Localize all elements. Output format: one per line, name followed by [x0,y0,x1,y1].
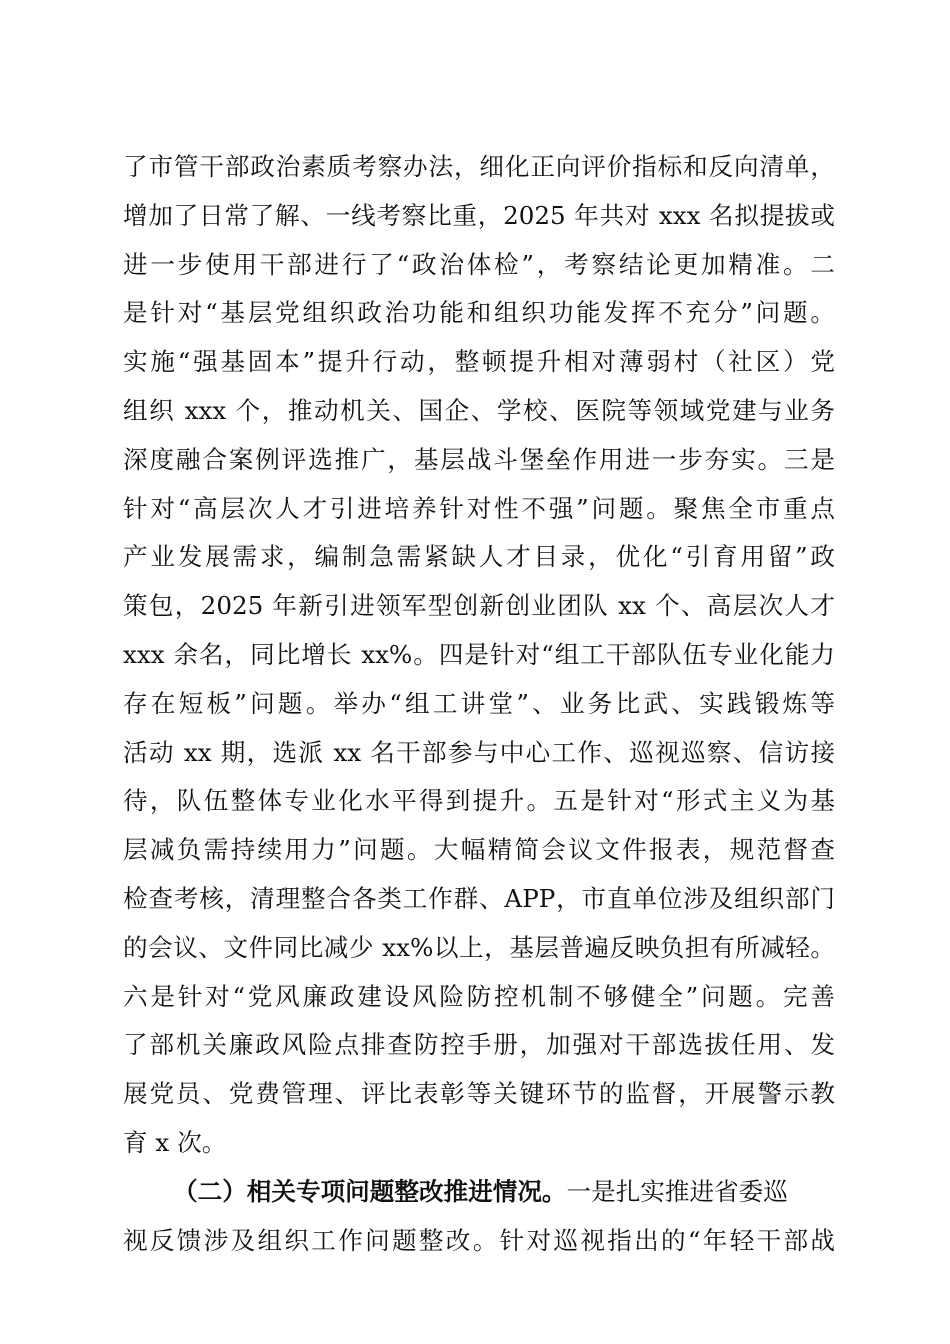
text-line: 是针对“基层党组织政治功能和组织功能发挥不充分”问题。 [123,298,835,328]
text-line: 增加了日常了解、一线考察比重，2025 年共对 xxx 名拟提拔或 [123,200,835,230]
text-line: 了部机关廉政风险点排查防控手册，加强对干部选拔任用、发 [123,1030,835,1060]
text-line: 的会议、文件同比减少 xx%以上，基层普遍反映负担有所减轻。 [123,932,835,962]
text-line: 六是针对“党风廉政建设风险防控机制不够健全”问题。完善 [123,981,835,1011]
section-heading-line [123,1168,835,1217]
text-line: 策包，2025 年新引进领军型创新创业团队 xx 个、高层次人才 [123,591,835,621]
text-line-last: 育 x 次。 [123,1127,227,1157]
text-line: 检查考核，清理整合各类工作群、APP，市直单位涉及组织部门 [123,883,835,913]
text-line: 了市管干部政治素质考察办法，细化正向评价指标和反向清单， [123,152,835,181]
text-line: 进一步使用干部进行了“政治体检”，考察结论更加精准。二 [123,249,835,279]
text-line: 深度融合案例评选推广，基层战斗堡垒作用进一步夯实。三是 [123,444,835,474]
text-line: 活动 xx 期，选派 xx 名干部参与中心工作、巡视巡察、信访接 [123,737,835,767]
text-line: xxx 余名，同比增长 xx%。四是针对“组工干部队伍专业化能力 [123,639,835,669]
text-line: 存在短板”问题。举办“组工讲堂”、业务比武、实践锻炼等 [123,688,835,718]
body-text [123,143,835,1265]
section-heading: （二）相关专项问题整改推进情况。 [173,1176,567,1206]
text-line: 产业发展需求，编制急需紧缺人才目录，优化“引育用留”政 [123,542,835,572]
text-line: 视反馈涉及组织工作问题整改。针对巡视指出的“年轻干部战 [123,1225,835,1255]
text-line: 展党员、党费管理、评比表彰等关键环节的监督，开展警示教 [123,1079,835,1109]
text-line: 层减负需持续用力”问题。大幅精简会议文件报表，规范督查 [123,835,835,865]
text-line: 待，队伍整体专业化水平得到提升。五是针对“形式主义为基 [123,786,835,816]
text-line: 组织 xxx 个，推动机关、国企、学校、医院等领域党建与业务 [123,395,835,425]
text-line: 实施“强基固本”提升行动，整顿提升相对薄弱村（社区）党 [123,347,835,377]
text-line: 针对“高层次人才引进培养针对性不强”问题。聚焦全市重点 [123,493,835,523]
section-heading-rest: 一是扎实推进省委巡 [566,1176,788,1206]
